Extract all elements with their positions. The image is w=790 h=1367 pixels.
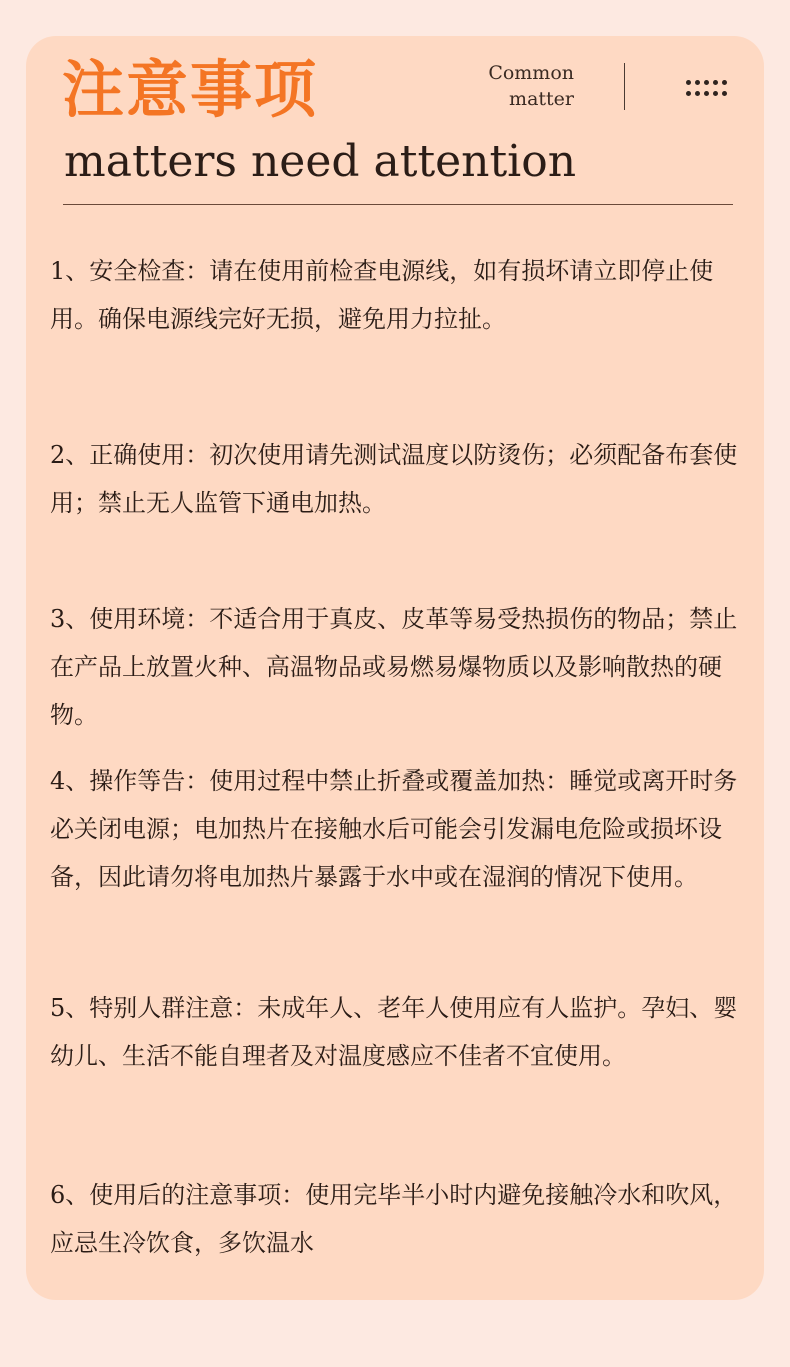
notice-item-2: 2、正确使用：初次使用请先测试温度以防烫伤；必须配备布套使用；禁止无人监管下通电加热。 bbox=[50, 441, 738, 517]
page-subtitle: matters need attention bbox=[64, 136, 577, 187]
header-divider bbox=[624, 63, 625, 110]
common-matter-line1: Common bbox=[488, 62, 574, 84]
title-divider bbox=[63, 204, 733, 205]
page-title: 注意事项 bbox=[62, 53, 319, 126]
notice-card bbox=[26, 36, 764, 1300]
notice-item-3: 3、使用环境：不适合用于真皮、皮革等易受热损伤的物品；禁止在产品上放置火种、高温物品或易燃易爆物质以及影响散热的硬物。 bbox=[50, 605, 738, 729]
common-matter-line2: matter bbox=[509, 88, 574, 110]
dots-grid-icon bbox=[686, 80, 727, 96]
notice-item-5: 5、特别人群注意：未成年人、老年人使用应有人监护。孕妇、婴幼儿、生活不能自理者及对温度感应不佳者不宜使用。 bbox=[50, 994, 738, 1070]
notice-item-1: 1、安全检查：请在使用前检查电源线，如有损坏请立即停止使用。确保电源线完好无损，避免用力拉扯。 bbox=[50, 257, 714, 333]
common-matter-label bbox=[488, 60, 574, 112]
notice-item-4: 4、操作等告：使用过程中禁止折叠或覆盖加热：睡觉或离开时务必关闭电源；电加热片在接触水后可能会引发漏电危险或损坏设备，因此请勿将电加热片暴露于水中或在湿润的情况下使用。 bbox=[50, 767, 738, 891]
notice-item-6: 6、使用后的注意事项：使用完毕半小时内避免接触冷水和吹风，应忌生冷饮食，多饮温水 bbox=[50, 1181, 738, 1257]
